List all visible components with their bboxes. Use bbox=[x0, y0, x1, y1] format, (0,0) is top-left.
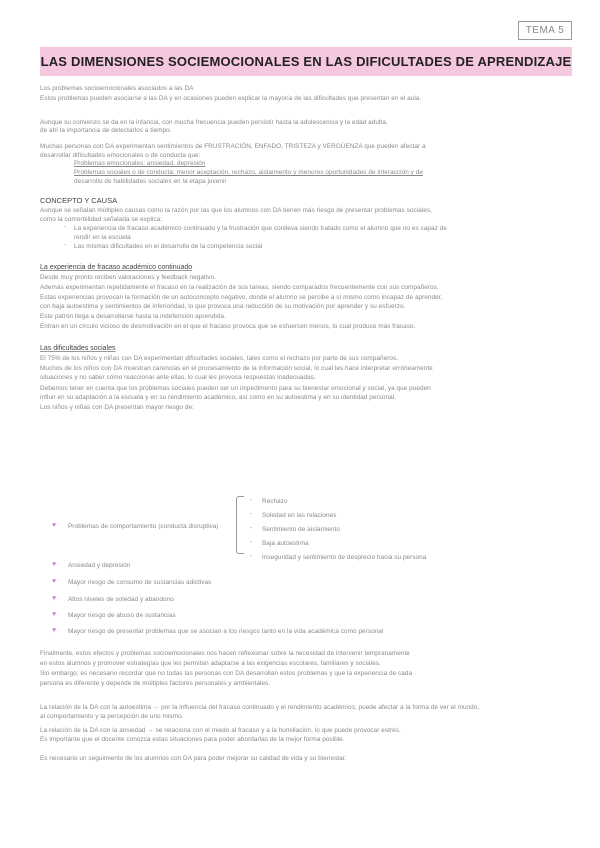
brace-item: Sentimiento de aislamiento bbox=[262, 526, 341, 533]
brace-bracket bbox=[236, 496, 244, 554]
heart-bullet-icon: ♥ bbox=[52, 595, 57, 602]
dash-marker: - bbox=[250, 539, 253, 546]
fracaso-line: Estas experiencias provocan la formación de un autoconcepto negativo, donde el alumno se percibe a sí mismo como incapaz de aprender, bbox=[40, 294, 443, 301]
brace-item: Soledad en las relaciones bbox=[262, 512, 337, 519]
arrow-right-icon: → bbox=[147, 727, 154, 734]
dash-marker: - bbox=[64, 224, 67, 231]
arrow-right-icon: → bbox=[152, 704, 160, 711]
heart-item: Problemas de comportamiento (conducta disruptiva) bbox=[68, 523, 219, 530]
fracaso-heading: La experiencia de fracaso académico continuado bbox=[40, 264, 193, 271]
sociales-heading: Las dificultades sociales bbox=[40, 345, 116, 352]
heart-item: Mayor riesgo de presentar problemas que se asocian a los riesgos tanto en la vida académica como personal bbox=[68, 628, 384, 635]
intro-line: Estos problemas pueden asociarse a las DA y en ocasiones pueden explicar la mayoría de las dificultades que presentan en el aula. bbox=[40, 95, 422, 102]
intro-heading: Los problemas socioemocionales asociados a las DA bbox=[40, 85, 194, 92]
fracaso-line: con baja autoestima y sentimientos de inferioridad, lo que provoca una reducción de su motivación por aprender y su esfuerzo. bbox=[40, 303, 406, 310]
closing-final: Es necesario un seguimiento de los alumnos con DA para poder mejorar su calidad de vida y su bienestar. bbox=[40, 755, 347, 762]
fracaso-line: Este patrón llega a desarrollarse hasta la indefensión aprendida. bbox=[40, 313, 226, 320]
closing-line: Sin embargo, es necesario recordar que no todas las personas con DA desarrollan estos problemas y que la experiencia de cada bbox=[40, 670, 413, 677]
heart-bullet-icon: ♥ bbox=[52, 611, 57, 618]
concepto-dash-item: rendir en la escuela bbox=[74, 234, 131, 241]
sociales-line: Debemos tener en cuenta que los problemas sociales pueden ser un impedimento para su bienestar emocional y social, ya que pueden bbox=[40, 385, 431, 392]
arrow-lead: La relación de la DA con la autoestima bbox=[40, 704, 151, 711]
closing-line: Finalmente, estos efectos y problemas socioemocionales nos hacen reflexionar sobre la necesidad de intervenir tempranamente bbox=[40, 650, 410, 657]
intro-line: desarrollar dificultades emocionales o de conducta que: bbox=[40, 152, 201, 159]
arrow-text: se relaciona con el miedo al fracaso y a la humillación, lo que puede provocar estrés. bbox=[155, 727, 401, 734]
heart-item: Ansiedad y depresión bbox=[68, 562, 131, 569]
dash-marker: - bbox=[64, 242, 67, 249]
intro-line: de ahí la importancia de detectarlos a tiempo. bbox=[40, 127, 172, 134]
arrow-line bbox=[40, 704, 479, 712]
sociales-line: Los niños y niñas con DA presentan mayor riesgo de: bbox=[40, 404, 194, 411]
dash-marker: - bbox=[250, 497, 253, 504]
intro-line bbox=[40, 103, 560, 111]
fracaso-line: Además experimentan repetidamente el fracaso en la realización de sus tareas, siendo comparados frecuentemente con sus compañeros. bbox=[40, 284, 439, 291]
arrow-text: por la influencia del fracaso continuado y el rendimiento académico, puede afectar a la forma de ver el mundo, bbox=[161, 704, 480, 711]
arrow-line-cont: al comportamiento y la percepción de uno mismo. bbox=[40, 713, 184, 720]
intro-sub: desarrollo de habilidades sociales en la etapa juvenil bbox=[74, 178, 226, 185]
sociales-line: situaciones y no saber cómo reaccionar ante ellas, lo cual les provoca respuestas inadecuadas. bbox=[40, 374, 316, 381]
heart-bullet-icon: ♥ bbox=[52, 578, 57, 585]
dash-marker: - bbox=[250, 511, 253, 518]
intro-sub: Problemas emocionales: ansiedad, depresión bbox=[74, 160, 206, 167]
arrow-line bbox=[40, 727, 401, 735]
arrow-lead: La relación de la DA con la ansiedad bbox=[40, 727, 146, 734]
intro-line: Aunque su comienzo se da en la infancia, con mucha frecuencia pueden persistir hasta la adolescencia y la edad adulta, bbox=[40, 119, 388, 126]
intro-sub: Problemas sociales o de conducta: menor aceptación, rechazo, aislamiento y menores oportunidades de interacción y de bbox=[74, 169, 423, 176]
arrow-line-cont: Es importante que el docente conozca estas situaciones para poder abordarlas de la mejor forma posible. bbox=[40, 736, 345, 743]
concepto-line: como la comorbilidad señalada se explica: bbox=[40, 216, 163, 223]
brace-item: Inseguridad y sentimiento de desprecio hacia su persona bbox=[262, 554, 427, 561]
title-band bbox=[40, 47, 572, 76]
fracaso-line: Desde muy pronto reciben valoraciones y feedback negativo. bbox=[40, 274, 216, 281]
concepto-line: Aunque se señalan múltiples causas como la razón por las que los alumnos con DA tienen más riesgo de presentar problemas sociales, bbox=[40, 207, 432, 214]
intro-line: Muchas personas con DA experimentan sentimientos de FRUSTRACIÓN, ENFADO, TRISTEZA y VERGÜENZA que pueden afectar a bbox=[40, 143, 426, 150]
sociales-line: influir en su adaptación a la escuela y en su rendimiento académico, así como en su autoestima y en su identidad personal. bbox=[40, 394, 397, 401]
sociales-line: El 75% de los niños y niñas con DA experimentan dificultades sociales, tales como el rechazo por parte de sus compañeros. bbox=[40, 355, 399, 362]
concepto-dash-item: Las mismas dificultades en el desarrollo de la competencia social bbox=[74, 243, 263, 250]
heart-bullet-icon: ♥ bbox=[52, 522, 57, 529]
concepto-dash-item: La experiencia de fracaso académico continuado y la frustración que conlleva siendo tratado como el alumno que no es capaz de bbox=[74, 225, 447, 232]
heart-item: Mayor riesgo de consumo de sustancias adictivas bbox=[68, 579, 212, 586]
fracaso-line: Entran en un círculo vicioso de desmotivación en el que el fracaso provoca que se esfuercen menos, lo cual produce más fracaso. bbox=[40, 323, 416, 330]
heart-item: Altos niveles de soledad y abandono bbox=[68, 596, 174, 603]
concepto-heading: CONCEPTO Y CAUSA bbox=[40, 196, 118, 205]
tema-badge: TEMA 5 bbox=[518, 21, 572, 40]
heart-bullet-icon: ♥ bbox=[52, 627, 57, 634]
closing-line: persona es diferente y depende de múltiples factores personales y ambientales. bbox=[40, 680, 271, 687]
brace-item: Rechazo bbox=[262, 498, 288, 505]
brace-item: Baja autoestima bbox=[262, 540, 309, 547]
closing-line: en estos alumnos y promover estrategias que les permitan adaptarse a las exigencias escolares, familiares y sociales. bbox=[40, 660, 381, 667]
dash-marker: - bbox=[250, 525, 253, 532]
dash-marker: - bbox=[250, 553, 253, 560]
sociales-line: Muchos de los niños con DA muestran carencias en el procesamiento de la información social, lo cual les hace interpretar erróneamente bbox=[40, 365, 433, 372]
heart-bullet-icon: ♥ bbox=[52, 561, 57, 568]
heart-item: Mayor riesgo de abuso de sustancias bbox=[68, 612, 176, 619]
page-title: LAS DIMENSIONES SOCIEMOCIONALES EN LAS DIFICULTADES DE APRENDIZAJE bbox=[40, 54, 572, 69]
